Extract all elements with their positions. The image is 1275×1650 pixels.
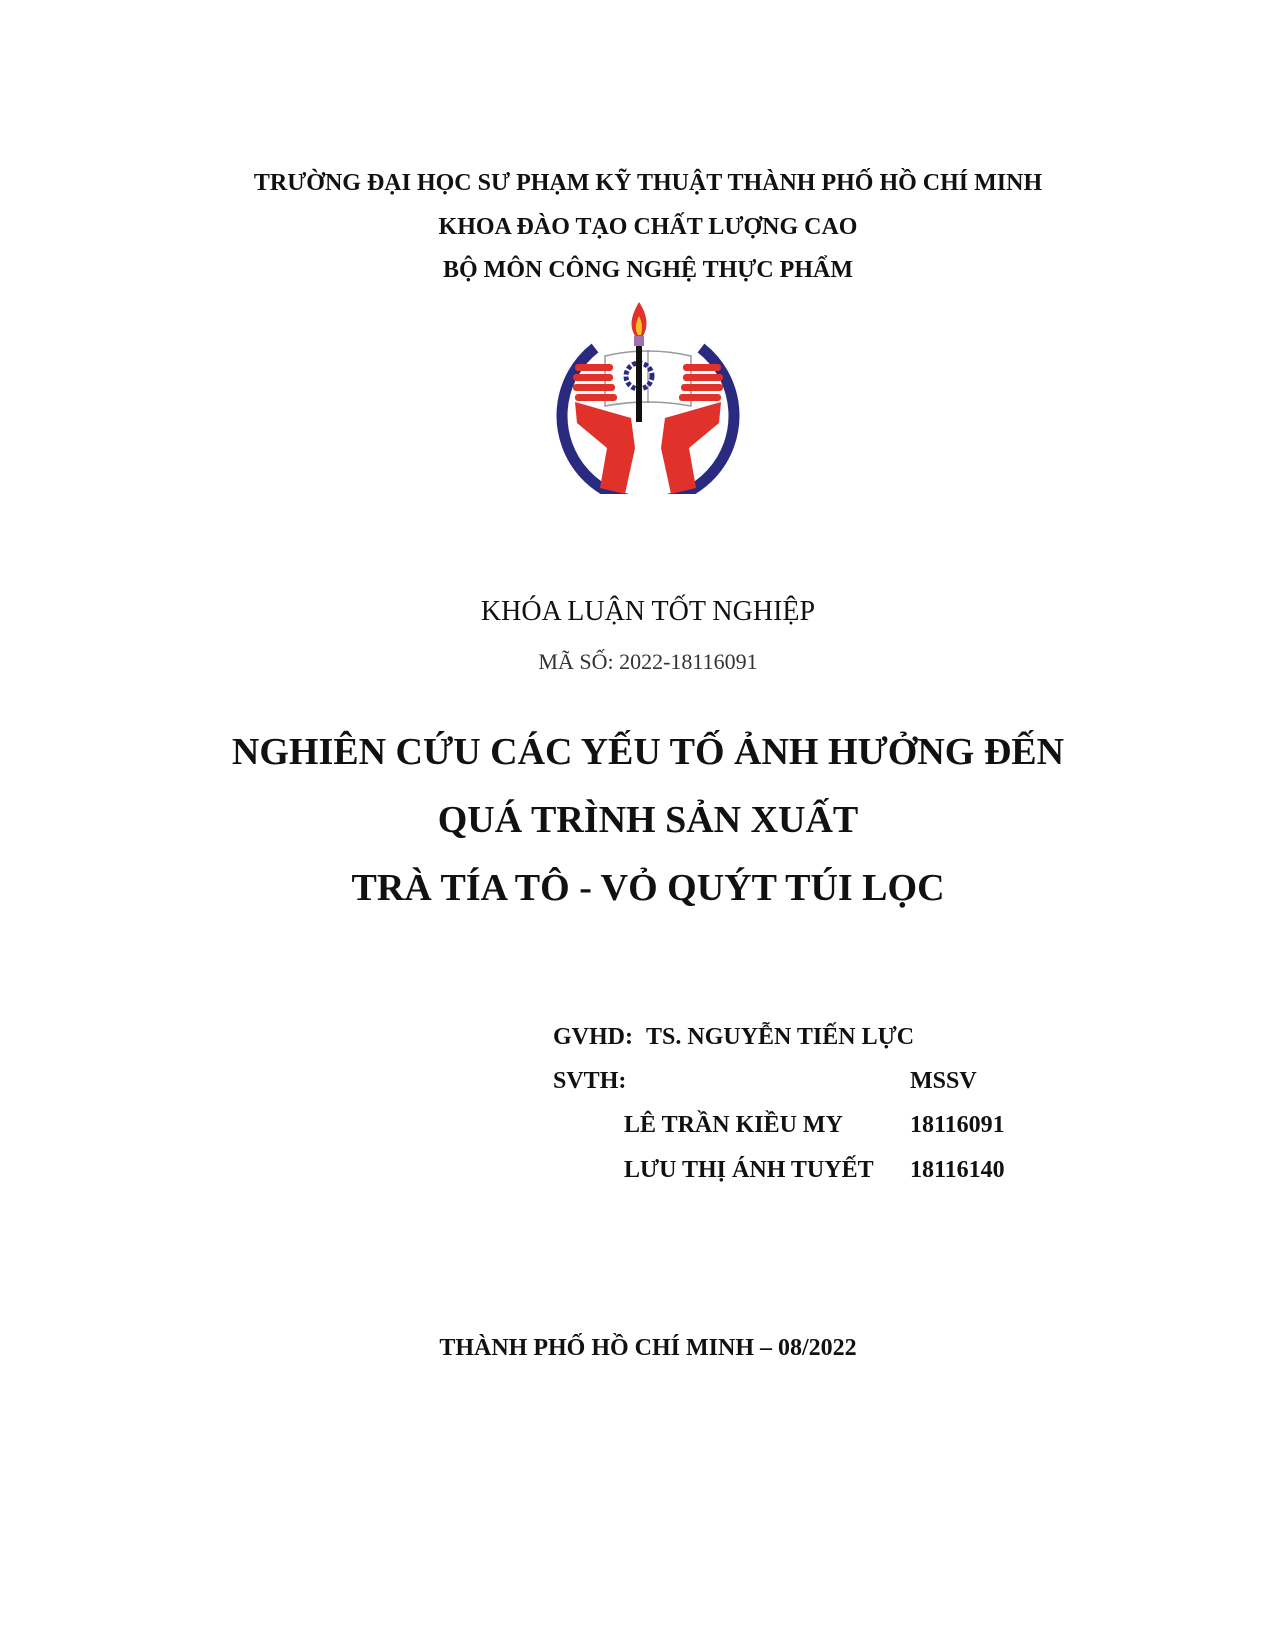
advisor-label: GVHD: <box>553 1024 633 1050</box>
thesis-title-line: QUÁ TRÌNH SẢN XUẤT <box>437 799 859 841</box>
footer-place-date: THÀNH PHỐ HỒ CHÍ MINH – 08/2022 <box>439 1335 857 1361</box>
thesis-code: MÃ SỐ: 2022-18116091 <box>538 649 758 674</box>
department-name: BỘ MÔN CÔNG NGHỆ THỰC PHẨM <box>443 257 853 283</box>
university-name: TRƯỜNG ĐẠI HỌC SƯ PHẠM KỸ THUẬT THÀNH PHỐ HỒ CHÍ MINH <box>253 170 1043 196</box>
students-label: SVTH: <box>553 1068 627 1094</box>
university-logo-icon <box>555 298 741 494</box>
student-id-label: MSSV <box>910 1068 977 1094</box>
student-id: 18116091 <box>910 1112 1005 1138</box>
student-name: LÊ TRẦN KIỀU MY <box>624 1112 843 1138</box>
faculty-name: KHOA ĐÀO TẠO CHẤT LƯỢNG CAO <box>438 214 858 240</box>
advisor-name: TS. NGUYỄN TIẾN LỰC <box>646 1024 915 1050</box>
thesis-title-line: NGHIÊN CỨU CÁC YẾU TỐ ẢNH HƯỞNG ĐẾN <box>231 731 1065 773</box>
thesis-title-line: TRÀ TÍA TÔ - VỎ QUÝT TÚI LỌC <box>351 867 945 909</box>
student-id: 18116140 <box>910 1157 1005 1183</box>
thesis-type: KHÓA LUẬN TỐT NGHIỆP <box>480 596 816 627</box>
student-name: LƯU THỊ ÁNH TUYẾT <box>624 1157 874 1183</box>
